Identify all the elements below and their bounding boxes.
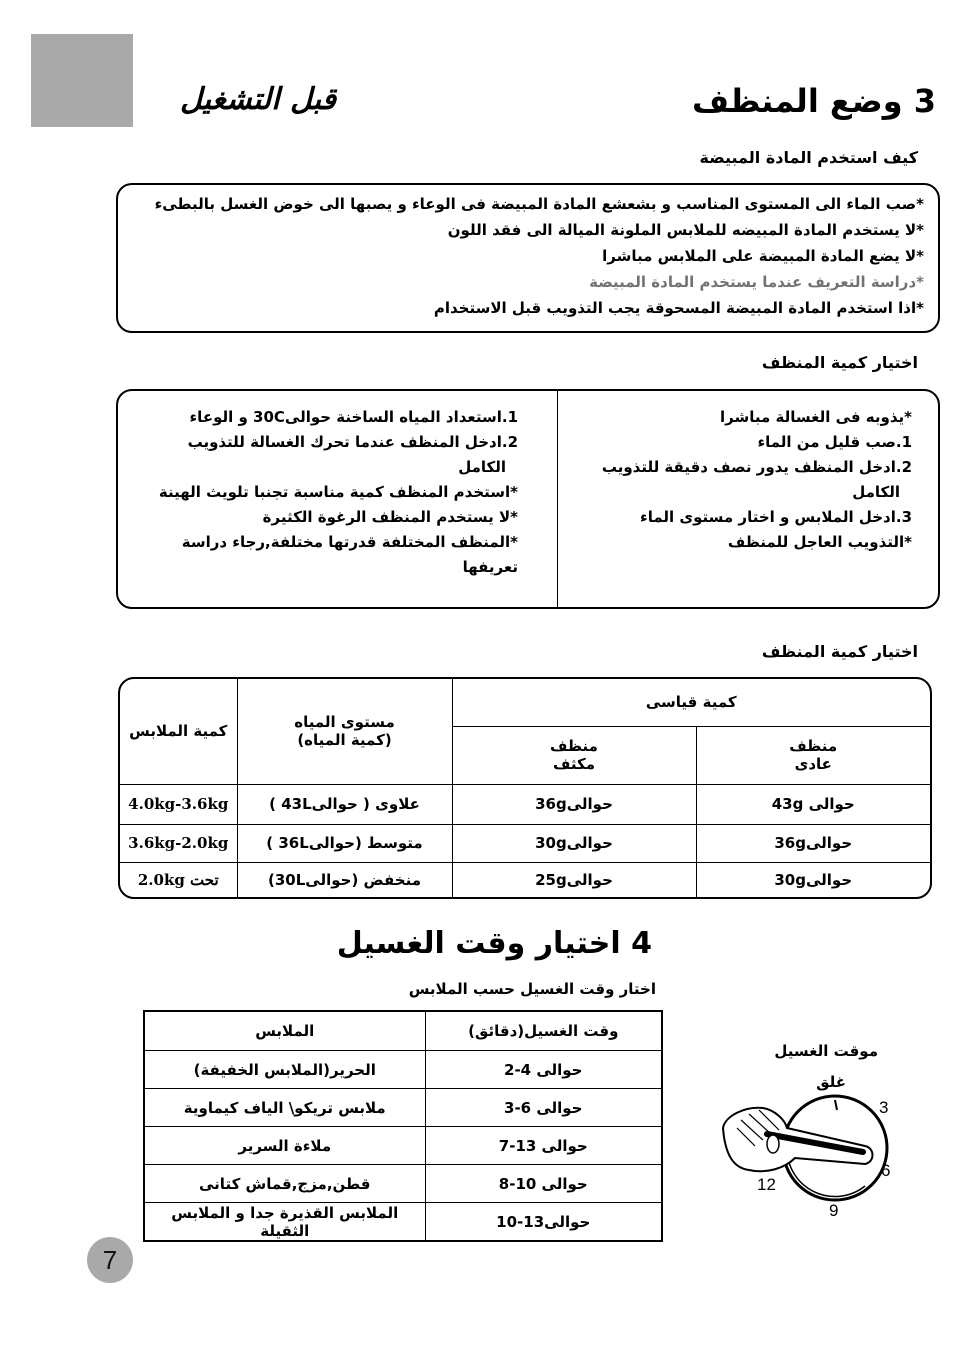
- detergent-dissolve-method: [138, 405, 518, 580]
- header-concentrated-line1: منظف: [550, 737, 598, 755]
- list-item: 3.ادخل الملابس و اختار مستوى الماء: [640, 508, 912, 526]
- section-subtitle-wash-time: اختار وقت الغسيل حسب الملابس: [408, 980, 656, 998]
- cell-time: حوالى13-10: [425, 1203, 662, 1242]
- cell-water: علاوى ( حوالى43L ): [237, 784, 452, 824]
- cell-time: حوالى 4-2: [425, 1051, 662, 1089]
- table-row: [144, 1165, 662, 1203]
- detergent-heading: اختيار كمية المنظف: [761, 353, 918, 372]
- detergent-direct-method: [532, 405, 912, 555]
- list-item: *لا يضع المادة المبيضة على الملابس مباشرا: [602, 247, 924, 265]
- header-concentrated: [452, 726, 696, 784]
- cell-regular: حوالى36g: [696, 824, 930, 862]
- header-regular-line1: منظف: [789, 737, 838, 755]
- header-clothes: الملابس: [144, 1011, 425, 1051]
- cell-clothes: ملابس تريكو\ الياف كيماوية: [144, 1089, 425, 1127]
- cell-regular: حوالى30g: [696, 862, 930, 897]
- header-regular-line2: عادى: [794, 755, 832, 773]
- bleach-heading: كيف استخدم المادة المبيضة: [699, 148, 918, 167]
- bleach-instructions-box: [116, 183, 940, 333]
- timer-label: موقت الغسيل: [774, 1042, 878, 1060]
- corner-grey-square: [31, 34, 133, 127]
- list-item: *المنظف المختلفة قدرتها مختلفة,رجاء دراسة: [181, 533, 518, 551]
- list-item: *دراسة التعريف عندما يستخدم المادة المبيضة: [589, 273, 924, 291]
- cell-time: حوالى 6-3: [425, 1089, 662, 1127]
- list-item: *صب الماء الى المستوى المناسب و بشعشع المادة المبيضة فى الوعاء و يصبها الى خوض الغسل بالبطىء: [154, 195, 924, 213]
- dosage-table: [120, 679, 930, 897]
- header-concentrated-line2: مكثف: [553, 755, 595, 773]
- cell-water: متوسط (حوالى36L ): [237, 824, 452, 862]
- header-water-level: [237, 679, 452, 784]
- cell-concentrated: حوالى36g: [452, 784, 696, 824]
- list-item: الكامل: [458, 458, 506, 476]
- cell-clothes: الملابس القذيرة جدا و الملابس الثقيلة: [144, 1203, 425, 1242]
- cell-concentrated: حوالى30g: [452, 824, 696, 862]
- page-number: 7: [87, 1237, 133, 1283]
- cell-clothes: تحت 2.0kg: [120, 862, 237, 897]
- list-item: *التذويب العاجل للمنظف: [727, 533, 912, 551]
- table-row: [144, 1051, 662, 1089]
- list-item: الكامل: [852, 483, 900, 501]
- dial-mark-6: 6: [881, 1161, 891, 1180]
- header-water-level-line2: (كمية المياه): [297, 731, 392, 750]
- page-title: 3 وضع المنظف: [692, 82, 936, 120]
- list-item: 2.ادخل المنظف عندما تحرك الغسالة للتذويب: [187, 433, 518, 451]
- list-item: *لا يستخدم المادة المبيضه للملابس الملونة الميالة الى فقد اللون: [447, 221, 924, 239]
- section-title-wash-time: 4 اختيار وقت الغسيل: [336, 926, 652, 961]
- header-standard-amount: كمية قياسى: [452, 679, 930, 726]
- list-item: تعريفها: [462, 558, 518, 576]
- dosage-table-box: [118, 677, 932, 899]
- table-row: [144, 1203, 662, 1242]
- list-item: *استخدم المنظف كمية مناسبة تجنبا تلويث الهينة: [158, 483, 518, 501]
- cell-clothes: 4.0kg-3.6kg: [120, 784, 237, 824]
- dial-mark-9: 9: [829, 1201, 839, 1220]
- header-water-level-line1: مستوى المياه: [294, 713, 395, 732]
- list-item: *اذا استخدم المادة المبيضة المسحوقة يجب التذويب قبل الاستخدام: [433, 299, 924, 317]
- list-item: *لا يستخدم المنظف الرغوة الكثيرة: [262, 508, 518, 526]
- timer-off-label: غلق: [816, 1073, 846, 1091]
- bleach-instruction-list: [155, 191, 924, 321]
- cell-clothes: قطن,مزج,قماش كتانى: [144, 1165, 425, 1203]
- cell-clothes: 3.6kg-2.0kg: [120, 824, 237, 862]
- wash-time-table: [143, 1010, 663, 1242]
- cell-water: منخفض (حوالى30L): [237, 862, 452, 897]
- cell-clothes: ملاءة السرير: [144, 1127, 425, 1165]
- dial-mark-12: 12: [757, 1175, 776, 1194]
- list-item: 1.صب قليل من الماء: [757, 433, 912, 451]
- dial-mark-3: 3: [879, 1098, 889, 1117]
- table-row: [144, 1089, 662, 1127]
- cell-clothes: الحرير(الملابس الخفيفة): [144, 1051, 425, 1089]
- list-item: 1.استعداد المياه الساخنة حوالى30C و الوعاء: [189, 408, 518, 426]
- table-row: [120, 862, 930, 897]
- table-row: [120, 824, 930, 862]
- list-item: 2.ادخل المنظف يدور نصف دقيقة للتذويب: [601, 458, 912, 476]
- header-wash-time: وقت الغسيل(دقائق): [425, 1011, 662, 1051]
- header-clothes-amount: كمية الملابس: [120, 679, 237, 784]
- cell-regular: حوالى 43g: [696, 784, 930, 824]
- detergent-instructions-box: [116, 389, 940, 609]
- cell-concentrated: حوالى25g: [452, 862, 696, 897]
- cell-time: حوالى 13-7: [425, 1127, 662, 1165]
- section-header-before-operation: قبل التشغيل: [180, 82, 337, 117]
- cell-time: حوالى 10-8: [425, 1165, 662, 1203]
- table-row: [144, 1127, 662, 1165]
- timer-dial-illustration: [715, 1088, 915, 1228]
- list-item: *يذوبه فى الغسالة مباشرا: [720, 408, 912, 426]
- table-row: [120, 784, 930, 824]
- header-regular: [696, 726, 930, 784]
- dosage-heading: اختيار كمية المنظف: [761, 642, 918, 661]
